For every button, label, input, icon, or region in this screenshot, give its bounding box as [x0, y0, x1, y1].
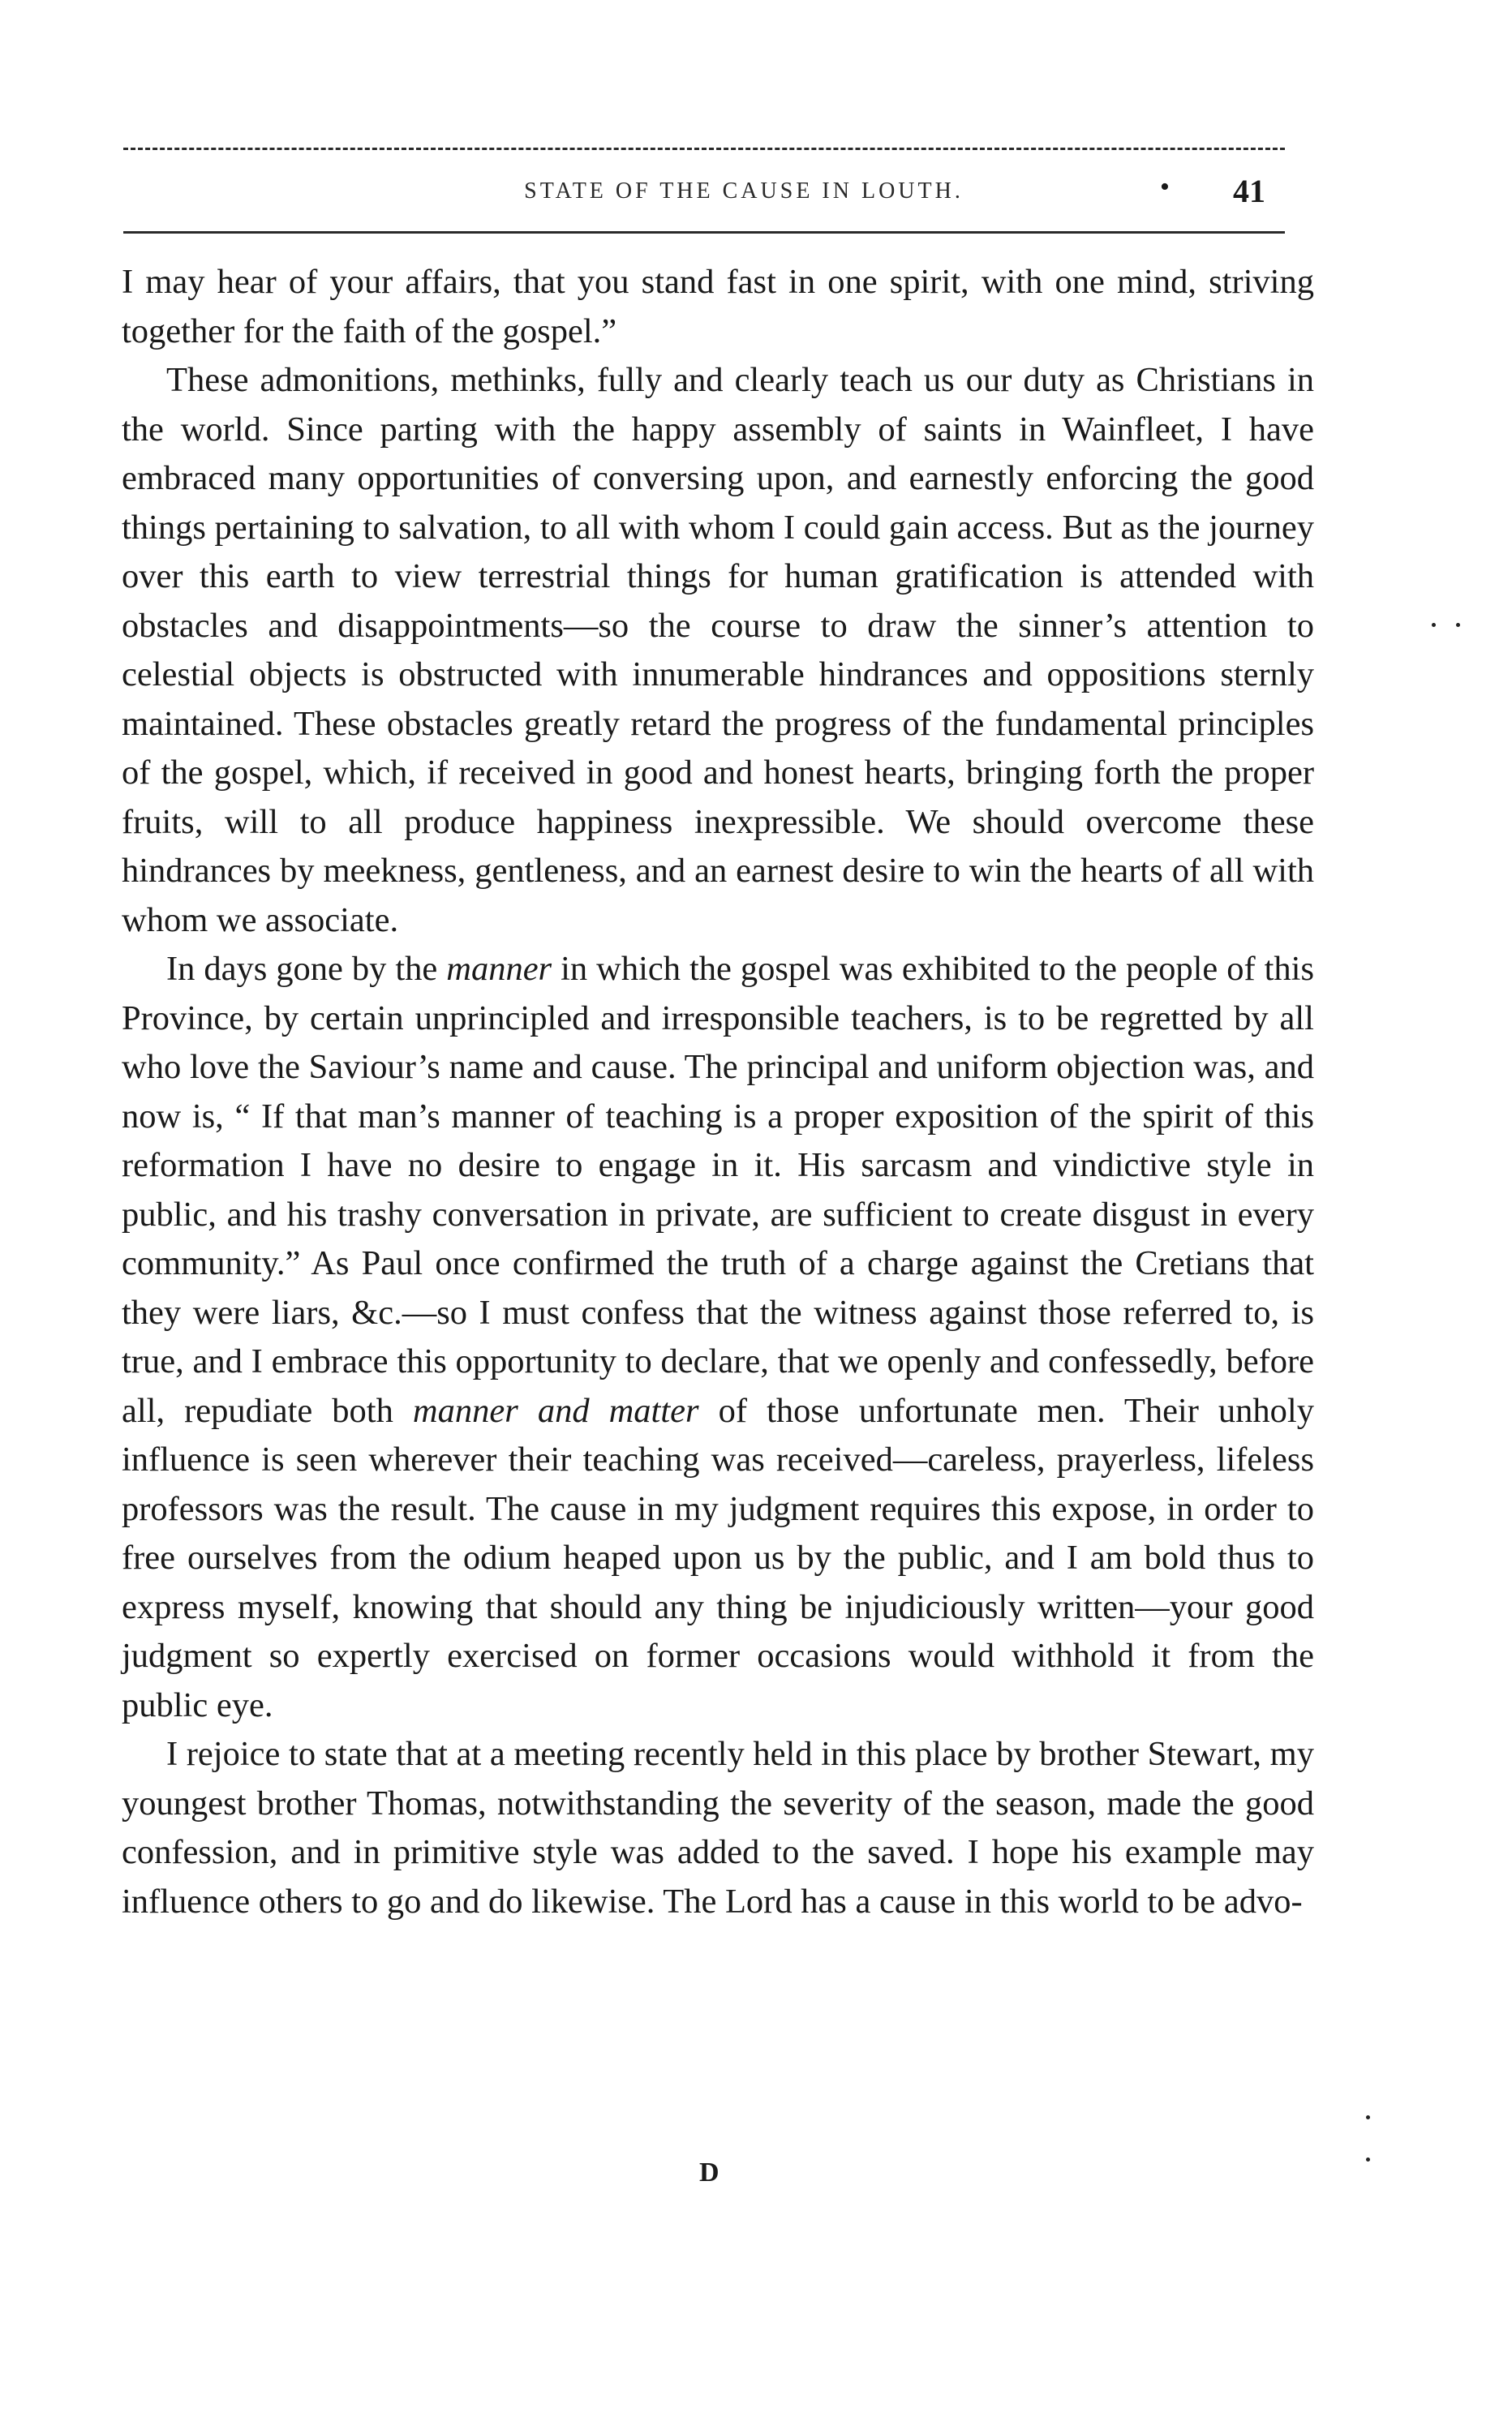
italic-text: manner and matter [412, 1391, 699, 1430]
paragraph-days-gone-by [122, 945, 1314, 1730]
margin-speck [1366, 2158, 1370, 2162]
header-dot: • [1160, 172, 1170, 202]
page-number: 41 [1233, 173, 1265, 209]
paragraph-continued: I may hear of your affairs, that you stand fast in one spirit, with one mind, striving together for the faith of the gospel.” [122, 263, 1314, 350]
body-text [122, 258, 1314, 1926]
paragraph-admonitions: These admonitions, methinks, fully and clearly teach us our duty as Christians in the world. Since parting with the happy assembly of saints in Wainfleet, I have embraced many opportunities of conversing upon, and earnestly enforcing the good things pertaining to salvation, to all with whom I could gain access. But as the journey over this earth to view terrestrial things for human gratification is attended with obstacles and disappointments—so the course to draw the sinner’s attention to celestial objects is obstructed with innumerable hindrances and oppositions sternly maintained. These obstacles greatly retard the progress of the fundamental principles of the gospel, which, if received in good and honest hearts, bringing forth the proper fruits, will to all produce happiness inexpressible. We should overcome these hindrances by meekness, gentleness, and an earnest desire to win the hearts of all with whom we associate. [122, 361, 1314, 939]
header-rule [123, 231, 1285, 234]
paragraph-text: of those unfortunate men. Their unholy influence is seen wherever their teaching was received—careless, prayerless, lifeless professors was the result. The cause in my judgment requires this expose, in order to free ourselves from the odium heaped upon us by the public, and I am bold thus to express myself, knowing that should any thing be injudiciously written—your good judgment so expertly exercised on former occasions would withhold it from the public eye. [122, 1391, 1314, 1724]
margin-speck [1432, 623, 1436, 627]
paragraph-rejoice: I rejoice to state that at a meeting recently held in this place by brother Stewart, my youngest brother Thomas, notwithstanding the severity of the season, made the good confession, and in primitive style was added to the saved. I hope his example may influence others to go and do likewise. The Lord has a cause in this world to be advo- [122, 1735, 1314, 1921]
italic-text: manner [446, 950, 552, 988]
paragraph-text: In days gone by the [166, 950, 447, 988]
margin-speck [1366, 2115, 1370, 2119]
signature-mark: D [699, 2158, 719, 2188]
margin-speck [1456, 623, 1460, 627]
top-dashed-rule [123, 148, 1285, 150]
paragraph-text: in which the gospel was exhibited to the people of this Province, by certain unprincipled and irresponsible teachers, is to be regretted by all who love the Saviour’s name and cause. The principal and uniform objection was, and now is, “ If that man’s manner of teaching is a proper exposition of the spirit of this reformation I have no desire to engage in it. His sarcasm and vindictive style in public, and his trashy conversation in private, are sufficient to create disgust in every community.” As Paul once confirmed the truth of a charge against the Cretians that they were liars, &c.—so I must confess that the witness against those referred to, is true, and I embrace this opportunity to declare, that we openly and confessedly, before all, repudiate both [122, 950, 1315, 1430]
running-head [123, 172, 1285, 221]
running-title: STATE OF THE CAUSE IN LOUTH. [524, 178, 964, 204]
